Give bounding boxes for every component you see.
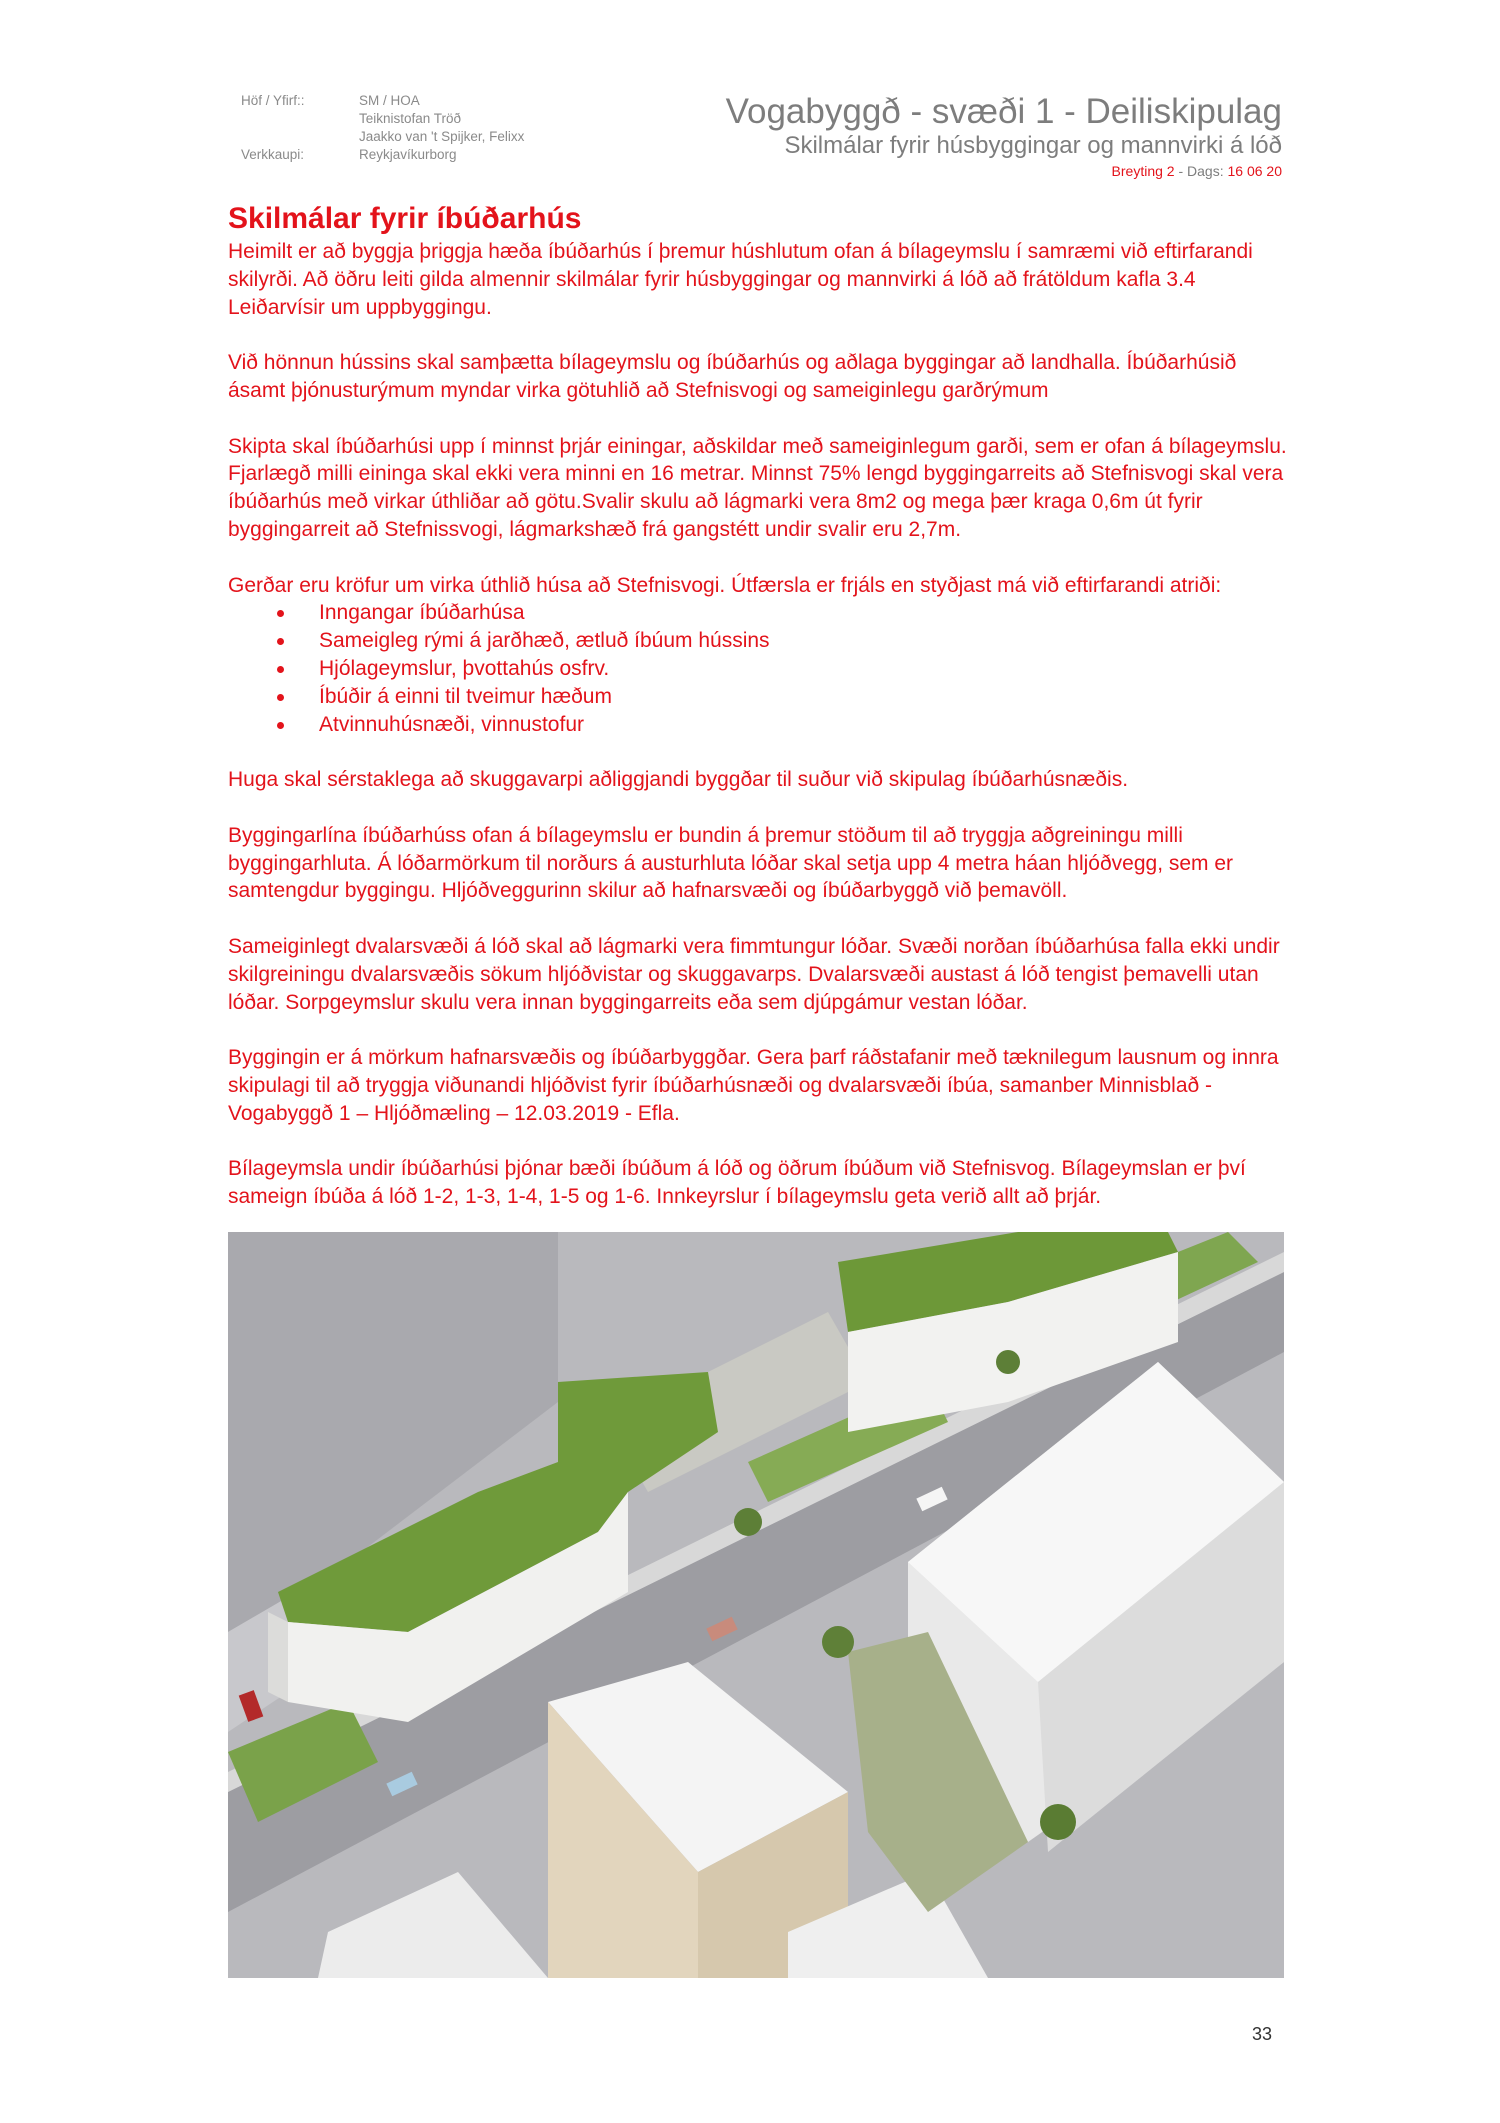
revision-line (726, 162, 1282, 180)
meta-label: Verkkaupi: (241, 147, 305, 162)
document-title: Vogabyggð - svæði 1 - Deiliskipulag (725, 92, 1282, 131)
list-item: Hjólageymslur, þvottahús osfrv. (319, 655, 1288, 683)
meta-label (241, 128, 359, 146)
title-block (726, 92, 1282, 180)
paragraph: Huga skal sérstaklega að skuggavarpi aðliggjandi byggðar til suður við skipulag íbúðarhúsnæðis. (228, 768, 1129, 792)
aerial-rendering-illustration (228, 1232, 1284, 1978)
bullet-list (228, 599, 1288, 738)
meta-value: Reykjavíkurborg (359, 147, 457, 162)
paragraph: Byggingarlína íbúðarhúss ofan á bílageymslu er bundin á þremur stöðum til að tryggja aðgreiningu milli byggingarhluta. Á lóðarmörkum til norðurs á austurhluta lóðar skal setja upp 4 metra háan hljóðvegg, sem er samtengdur byggingu. Hljóðveggurinn skilur að hafnarsvæði og íbúðarbyggð við þemavöll. (228, 823, 1234, 903)
paragraph: Byggingin er á mörkum hafnarsvæðis og íbúðarbyggðar. Gera þarf ráðstafanir með tæknilegum lausnum og innra skipulagi til að tryggja viðunandi hljóðvist fyrir íbúðarhúsnæði og dvalarsvæði íbúa, samanber Minnisblað - Vogabyggð 1 – Hljóðmæling – 12.03.2019 - Efla. (228, 1046, 1279, 1125)
main-content (228, 200, 1288, 1239)
paragraph: Skipta skal íbúðarhúsi upp í minnst þrjár einingar, aðskildar með sameiginlegum garði, sem er ofan á bílageymslu. Fjarlægð milli eininga skal ekki vera minni en 16 metrar. Minnst 75% lengd byggingarreits að Stefnisvogi skal vera íbúðarhús með virkar úthliðar að götu.Svalir skulu að lágmarki vera 8m2 og mega þær kraga 0,6m út fyrir byggingarreit að Stefnissvogi, lágmarkshæð frá gangstétt undir svalir eru 2,7m. (228, 434, 1287, 541)
revision-label: Breyting 2 (1111, 163, 1175, 179)
date-label: - Dags: (1174, 163, 1228, 179)
document-subtitle: Skilmálar fyrir húsbyggingar og mannvirki á lóð (784, 132, 1282, 159)
paragraph: Gerðar eru kröfur um virka úthlið húsa að Stefnisvogi. Útfærsla er frjáls en styðjast má við eftirfarandi atriði: (228, 573, 1222, 597)
list-item: Atvinnuhúsnæði, vinnustofur (319, 711, 1288, 739)
list-item: Inngangar íbúðarhúsa (319, 599, 1288, 627)
paragraph: Heimilt er að byggja þriggja hæða íbúðarhús í þremur húshlutum ofan á bílageymslu í samræmi við eftirfarandi skilyrði. Að öðru leiti gilda almennir skilmálar fyrir húsbyggingar og mannvirki á lóð að frátöldum kafla 3.4 Leiðarvísir um uppbyggingu. (228, 240, 1253, 319)
document-meta (241, 92, 524, 164)
meta-label (241, 110, 359, 128)
paragraph: Bílageymsla undir íbúðarhúsi þjónar bæði íbúðum á lóð og öðrum íbúðum við Stefnisvog. Bílageymslan er því sameign íbúða á lóð 1-2, 1-3, 1-4, 1-5 og 1-6. Innkeyrslur í bílageymslu geta verið allt að þrjár. (228, 1157, 1246, 1209)
meta-label: Höf / Yfirf:: (241, 93, 305, 108)
list-item: Íbúðir á einni til tveimur hæðum (319, 683, 1288, 711)
date-value: 16 06 20 (1227, 163, 1282, 179)
paragraph: Við hönnun hússins skal samþætta bílageymslu og íbúðarhús og aðlaga byggingar að landhalla. Íbúðarhúsið ásamt þjónusturýmum myndar virka götuhlið að Stefnisvogi og sameiginlegu garðrýmum (228, 351, 1237, 402)
list-item: Sameigleg rými á jarðhæð, ætluð íbúum hússins (319, 627, 1288, 655)
paragraph: Sameiginlegt dvalarsvæði á lóð skal að lágmarki vera fimmtungur lóðar. Svæði norðan íbúðarhúsa falla ekki undir skilgreiningu dvalarsvæðis sökum hljóðvistar og skuggavarps. Dvalarsvæði austast á lóð tengist þemavelli utan lóðar. Sorpgeymslur skulu vera innan byggingarreits eða sem djúpgámur vestan lóðar. (228, 934, 1280, 1014)
meta-value: SM / HOA (359, 93, 420, 108)
section-heading: Skilmálar fyrir íbúðarhús (228, 202, 582, 235)
page-number: 33 (1252, 2024, 1273, 2044)
meta-value: Jaakko van 't Spijker, Felixx (359, 129, 525, 144)
aerial-rendering-image (228, 1232, 1284, 1978)
meta-value: Teiknistofan Tröð (359, 111, 462, 126)
